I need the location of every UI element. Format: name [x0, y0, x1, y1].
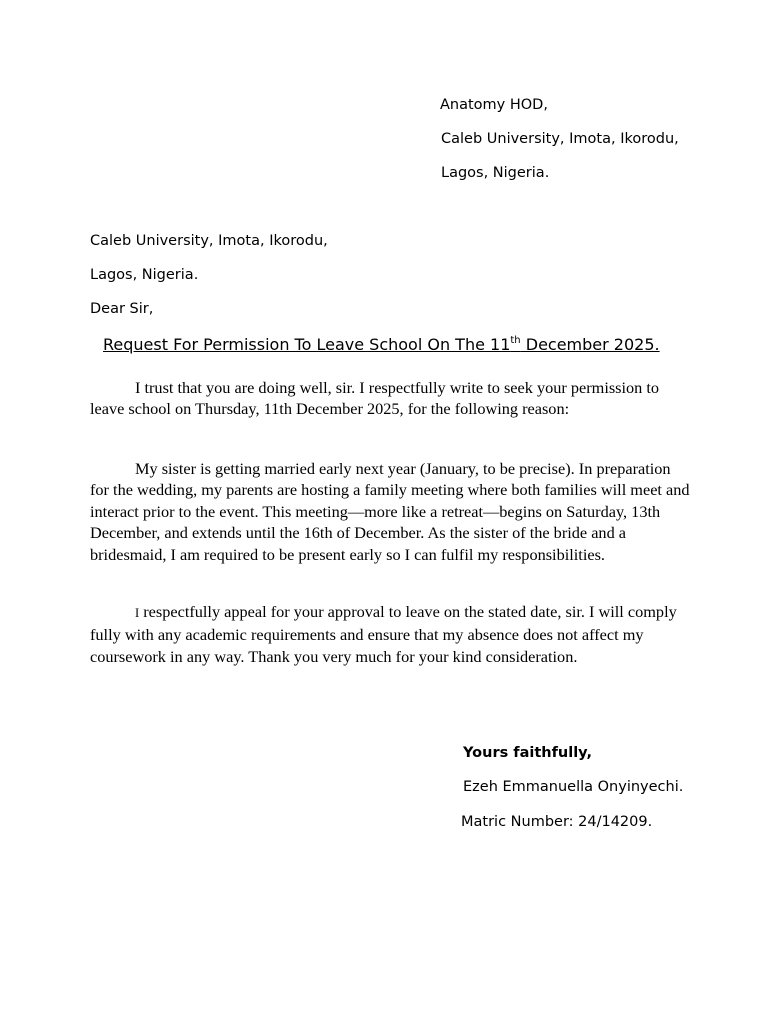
salutation: Dear Sir,: [90, 301, 154, 317]
title-end: December 2025.: [520, 335, 660, 354]
body-paragraph-2: My sister is getting married early next year (January, to be precise). In preparation for the wedding, my parents are hosting a family meeting where both families will meet and interact prior to the event. This meeting—more like a retreat—begins on Saturday, 13th December, and extends until the 16th of December. As the sister of the bride and a bridesmaid, I am required to be present early so I can fulfil my responsibilities.: [90, 459, 690, 564]
recipient-line-2: Caleb University, Imota, Ikorodu,: [441, 131, 679, 147]
matric-number: Matric Number: 24/14209.: [461, 814, 653, 830]
valediction: Yours faithfully,: [463, 745, 593, 761]
recipient-line-1: Anatomy HOD,: [440, 97, 548, 113]
title-superscript: th: [510, 335, 521, 346]
paragraph-3-text: respectfully appeal for your approval to leave on the stated date, sir. I will comply fully with any academic requirements and ensure that my absence does not affect my coursework in any way. Thank you very much for your kind consideration.: [90, 602, 677, 666]
body-paragraph-3: [90, 601, 690, 667]
signatory-name: Ezeh Emmanuella Onyinyechi.: [463, 779, 684, 795]
address-line-2: Lagos, Nigeria.: [90, 267, 199, 283]
title-main: Request For Permission To Leave School On The 11: [103, 335, 511, 354]
body-paragraph-1: I trust that you are doing well, sir. I respectfully write to seek your permission to leave school on Thursday, 11th December 2025, for the following reason:: [90, 378, 660, 419]
paragraph-3-initial: I: [135, 606, 140, 620]
address-line-1: Caleb University, Imota, Ikorodu,: [90, 233, 328, 249]
recipient-line-3: Lagos, Nigeria.: [441, 165, 550, 181]
letter-title: [103, 335, 743, 355]
